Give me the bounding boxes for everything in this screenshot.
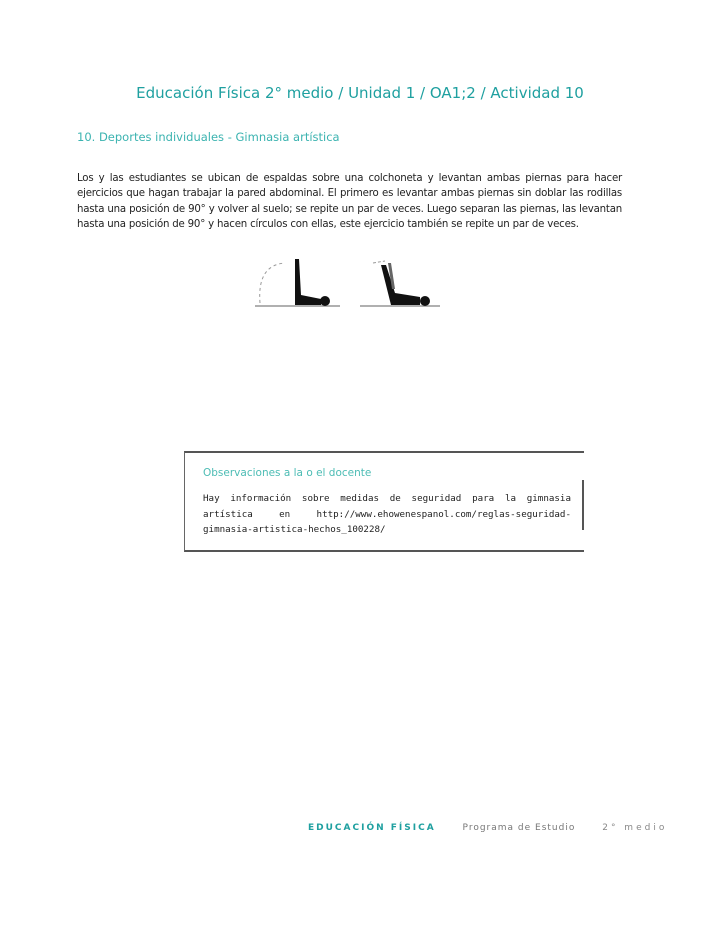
activity-subtitle: 10. Deportes individuales - Gimnasia artística xyxy=(77,130,340,144)
page-title: Educación Física 2° medio / Unidad 1 / OA1;2 / Actividad 10 xyxy=(136,84,584,102)
exercise-illustration xyxy=(255,255,445,311)
leg-raise-figure-icon xyxy=(255,255,445,311)
observations-border-bar xyxy=(582,480,584,530)
activity-description: Los y las estudiantes se ubican de espaldas sobre una colchoneta y levantan ambas piernas para hacer ejercicios que hagan trabajar la pared abdominal. El primero es levantar ambas piernas sin doblar las rodillas hasta una posición de 90° y volver al suelo; se repite un par de veces. Luego separan las piernas, las levantan hasta una posición de 90° y hacen círculos con ellas, este ejercicio también se repite un par de veces. xyxy=(77,173,622,230)
footer-grade: 2° medio xyxy=(602,823,668,833)
observations-text: Hay información sobre medidas de seguridad para la gimnasia artística en http://www.ehowenespanol.com/reglas-seguridad-gimnasia-artistica-hechos_100228/ xyxy=(203,493,571,535)
observations-title: Observaciones a la o el docente xyxy=(203,467,372,479)
footer-brand: EDUCACIÓN FÍSICA xyxy=(308,823,436,833)
observations-box xyxy=(184,451,584,552)
page-footer xyxy=(308,823,667,833)
footer-program: Programa de Estudio xyxy=(462,823,576,833)
